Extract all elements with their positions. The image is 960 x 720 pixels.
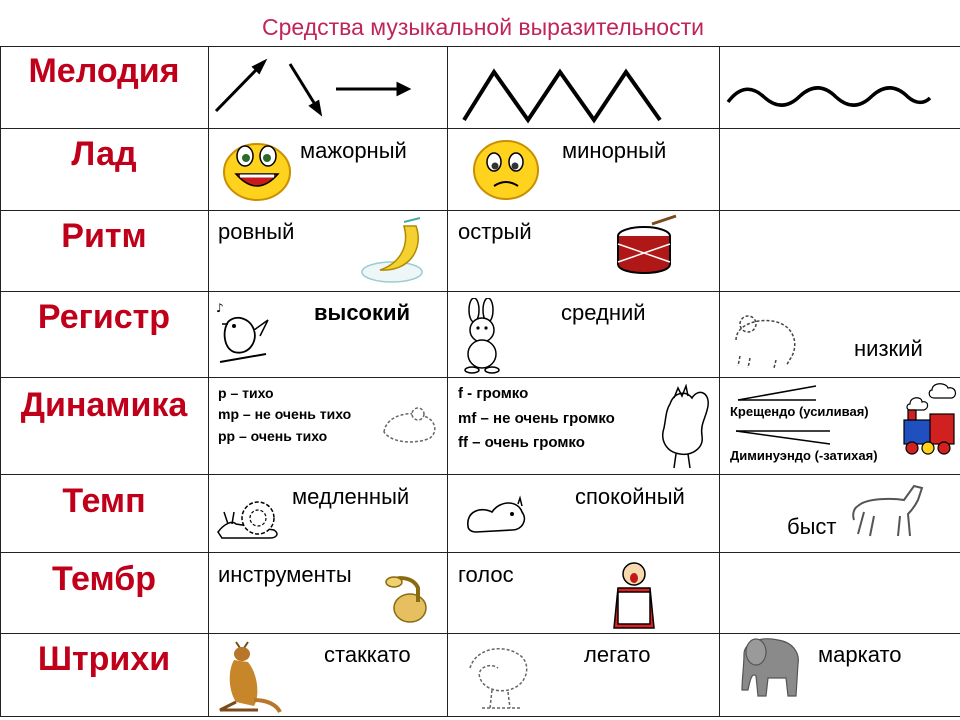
dynamics-pp-text: pp – очень тихо xyxy=(218,428,328,444)
row-label-tempo: Темп xyxy=(62,482,146,520)
strokes-staccato-text: стаккато xyxy=(324,642,411,667)
row-label-rhythm: Ритм xyxy=(61,217,147,255)
tempo-calm-text: спокойный xyxy=(575,484,685,509)
register-middle-text: средний xyxy=(561,300,646,325)
dynamics-ff-text: ff – очень громко xyxy=(458,434,585,451)
happy-smiley-icon xyxy=(218,136,296,202)
svg-text:♪: ♪ xyxy=(216,301,224,315)
row-label-strokes: Штрихи xyxy=(37,640,171,678)
strokes-marcato-text: маркато xyxy=(818,642,902,667)
bird-icon xyxy=(214,300,272,370)
legato-doodle-icon xyxy=(462,638,542,714)
dynamics-mf-text: mf – не очень громко xyxy=(458,410,615,427)
rooster-icon xyxy=(652,384,718,470)
sad-smiley-icon xyxy=(470,136,542,202)
row-label-timbre: Тембр xyxy=(51,560,156,598)
moon-icon xyxy=(358,214,432,286)
tempo-fast-text: быст xyxy=(787,514,837,539)
tuba-icon xyxy=(384,572,434,628)
dynamics-mp-text: mp – не очень тихо xyxy=(218,406,352,422)
singer-icon xyxy=(604,560,664,632)
crescendo-hairpin-icon xyxy=(736,383,820,403)
dynamics-diminuendo-text: Диминуэндо (-затихая) xyxy=(730,448,878,463)
wavy-line-icon xyxy=(726,82,932,112)
diminuendo-hairpin-icon xyxy=(734,428,834,448)
train-icon xyxy=(896,380,958,460)
dynamics-f-text: f - громко xyxy=(458,385,529,402)
mode-major-text: мажорный xyxy=(300,138,407,163)
row-label-mode: Лад xyxy=(71,135,137,173)
rabbit-icon xyxy=(456,298,514,374)
rhythm-sharp-text: острый xyxy=(458,219,532,244)
row-label-register: Регистр xyxy=(37,298,171,336)
timbre-voice-text: голос xyxy=(458,562,514,587)
dynamics-p-text: p – тихо xyxy=(218,385,274,401)
drum-icon xyxy=(612,214,680,284)
rhythm-even-text: ровный xyxy=(218,219,295,244)
register-low-text: низкий xyxy=(854,336,923,361)
mouse-icon xyxy=(378,402,442,446)
kangaroo-icon xyxy=(210,640,282,714)
bear-icon xyxy=(726,300,806,372)
register-high-text: высокий xyxy=(314,300,411,325)
elephant-icon xyxy=(734,632,806,702)
zigzag-line-icon xyxy=(460,66,665,124)
row-label-melody: Мелодия xyxy=(28,52,180,90)
horse-icon xyxy=(848,478,932,542)
strokes-legato-text: легато xyxy=(584,642,651,667)
cat-icon xyxy=(462,490,530,538)
snail-icon xyxy=(214,490,284,542)
dynamics-crescendo-text: Крещендо (усиливая) xyxy=(730,404,869,419)
arrows-icon xyxy=(210,56,420,120)
tempo-slow-text: медленный xyxy=(292,484,410,509)
timbre-instruments-text: инструменты xyxy=(218,562,352,587)
mode-minor-text: минорный xyxy=(562,138,667,163)
page-title: Средства музыкальной выразительности xyxy=(262,14,704,40)
row-label-dynamics: Динамика xyxy=(20,386,188,424)
